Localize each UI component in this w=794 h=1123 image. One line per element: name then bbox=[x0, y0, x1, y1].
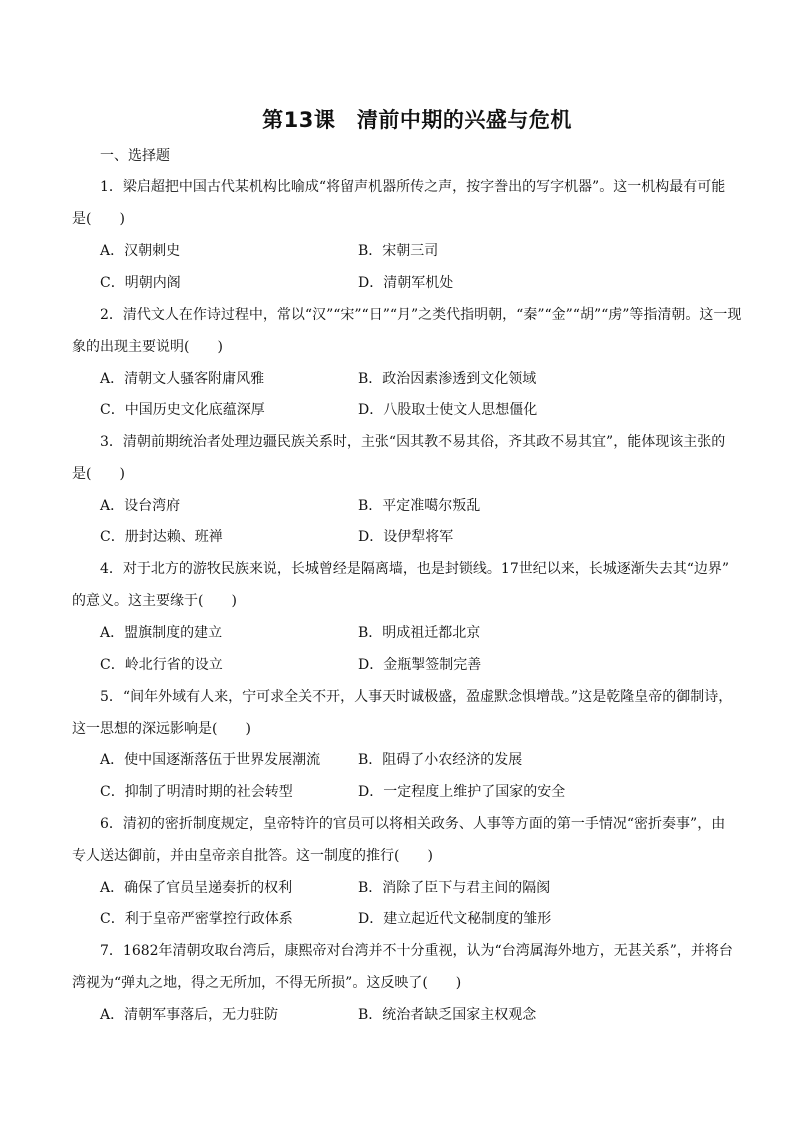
page-title: 第13课 清前中期的兴盛与危机 bbox=[262, 108, 572, 132]
question-2-stem-line-1: 2．清代文人在作诗过程中，常以“汉”“宋”“日”“月”之类代指明朝，“秦”“金”“胡”“虏”等指清朝。这一现 bbox=[100, 307, 742, 323]
question-6-stem-line-2: 专人送达御前，并由皇帝亲自批答。这一制度的推行( ) bbox=[72, 848, 433, 864]
question-3-option-b: B．平定准噶尔叛乱 bbox=[358, 498, 481, 514]
question-3-option-d: D．设伊犁将军 bbox=[358, 529, 454, 545]
question-1-option-b: B．宋朝三司 bbox=[358, 243, 439, 259]
question-5-option-a: A．使中国逐渐落伍于世界发展潮流 bbox=[100, 752, 321, 768]
question-5-stem-line-2: 这一思想的深远影响是( ) bbox=[72, 721, 251, 737]
section-heading: 一、选择题 bbox=[100, 148, 170, 164]
question-1-stem-line-2: 是( ) bbox=[72, 211, 125, 227]
question-2-stem-line-2: 象的出现主要说明( ) bbox=[72, 339, 223, 355]
question-5-stem-line-1: 5．“间年外域有人来，宁可求全关不开，人事天时诚极盛，盈虚默念惧增哉。”这是乾隆皇帝的御制诗， bbox=[100, 689, 733, 705]
question-4-option-c: C．岭北行省的设立 bbox=[100, 657, 223, 673]
question-6-stem-line-1: 6．清初的密折制度规定，皇帝特许的官员可以将相关政务、人事等方面的第一手情况“密折奏事”，由 bbox=[100, 816, 726, 832]
question-2-option-d: D．八股取士使文人思想僵化 bbox=[358, 402, 538, 418]
question-1-stem-line-1: 1．梁启超把中国古代某机构比喻成“将留声机器所传之声，按字誊出的写字机器”。这一机构最有可能 bbox=[100, 179, 726, 195]
question-6-option-c: C．利于皇帝严密掌控行政体系 bbox=[100, 911, 293, 927]
question-4-option-b: B．明成祖迁都北京 bbox=[358, 625, 481, 641]
question-4-option-d: D．金瓶掣签制完善 bbox=[358, 657, 482, 673]
question-7-option-a: A．清朝军事落后，无力驻防 bbox=[100, 1007, 279, 1023]
question-1-option-d: D．清朝军机处 bbox=[358, 275, 454, 291]
question-3-stem-line-2: 是( ) bbox=[72, 466, 125, 482]
question-4-option-a: A．盟旗制度的建立 bbox=[100, 625, 223, 641]
question-4-stem-line-1: 4．对于北方的游牧民族来说，长城曾经是隔离墙，也是封锁线。17世纪以来，长城逐渐失去其“边界” bbox=[100, 561, 730, 577]
question-2-option-b: B．政治因素渗透到文化领域 bbox=[358, 371, 537, 387]
question-7-stem-line-1: 7．1682年清朝攻取台湾后，康熙帝对台湾并不十分重视，认为“台湾属海外地方，无甚关系”，并将台 bbox=[100, 943, 733, 959]
question-3-option-c: C．册封达赖、班禅 bbox=[100, 529, 223, 545]
question-5-option-c: C．抑制了明清时期的社会转型 bbox=[100, 784, 293, 800]
question-3-stem-line-1: 3．清朝前期统治者处理边疆民族关系时，主张“因其教不易其俗，齐其政不易其宜”，能体现该主张的 bbox=[100, 434, 726, 450]
question-2-option-c: C．中国历史文化底蕴深厚 bbox=[100, 402, 265, 418]
question-4-stem-line-2: 的意义。这主要缘于( ) bbox=[72, 593, 237, 609]
question-1-option-a: A．汉朝刺史 bbox=[100, 243, 181, 259]
question-7-option-b: B．统治者缺乏国家主权观念 bbox=[358, 1007, 537, 1023]
question-2-option-a: A．清朝文人骚客附庸风雅 bbox=[100, 371, 265, 387]
question-5-option-d: D．一定程度上维护了国家的安全 bbox=[358, 784, 566, 800]
question-1-option-c: C．明朝内阁 bbox=[100, 275, 181, 291]
question-3-option-a: A．设台湾府 bbox=[100, 498, 181, 514]
question-6-option-b: B．消除了臣下与君主间的隔阂 bbox=[358, 880, 551, 896]
question-7-stem-line-2: 湾视为“弹丸之地，得之无所加，不得无所损”。这反映了( ) bbox=[72, 975, 462, 991]
question-6-option-d: D．建立起近代文秘制度的雏形 bbox=[358, 911, 552, 927]
question-6-option-a: A．确保了官员呈递奏折的权利 bbox=[100, 880, 293, 896]
question-5-option-b: B．阻碍了小农经济的发展 bbox=[358, 752, 523, 768]
